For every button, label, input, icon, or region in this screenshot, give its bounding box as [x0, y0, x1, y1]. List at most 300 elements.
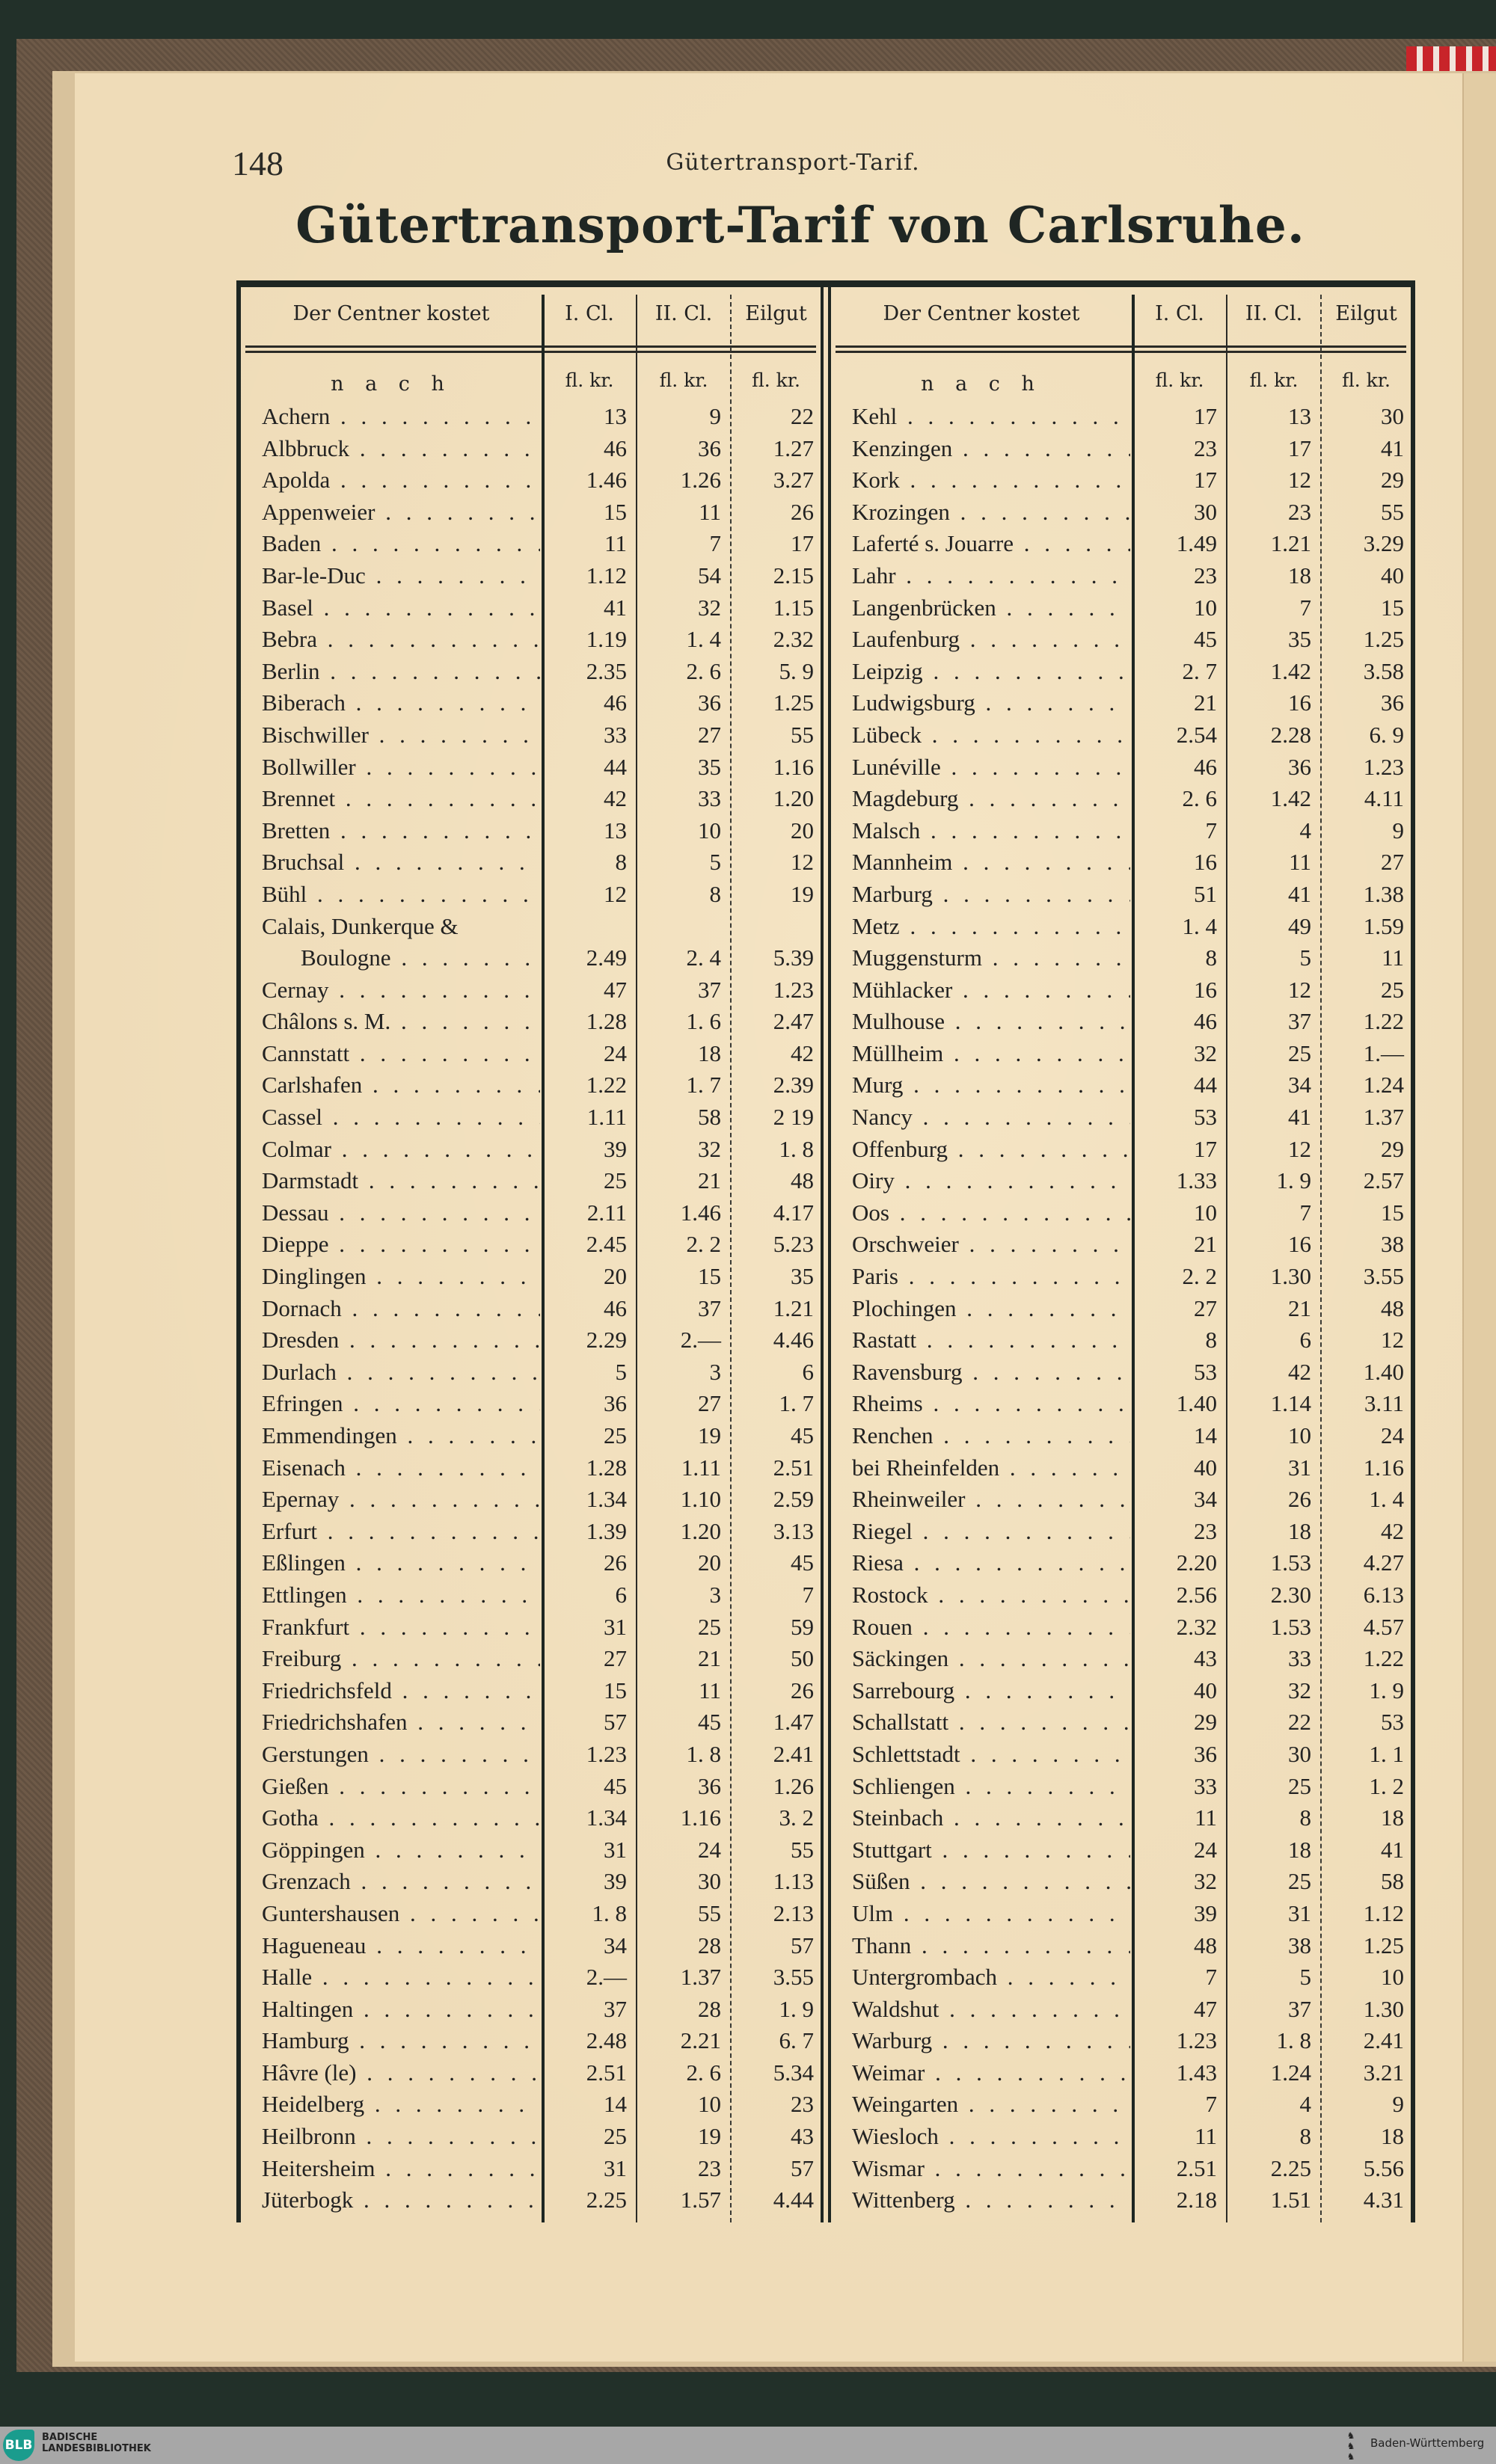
table-row	[831, 974, 1411, 1007]
destination-name: Schliengen . . .	[852, 1771, 1130, 1803]
table-row	[241, 1324, 821, 1357]
price-class1: 14	[1194, 1422, 1217, 1448]
price-class1: 2.45	[586, 1231, 627, 1258]
destination-name: Albbruck . . .	[262, 433, 540, 465]
price-class1: 2.51	[586, 2059, 627, 2086]
price-express: 1. 7	[779, 1390, 814, 1417]
price-express: 1.25	[1363, 626, 1404, 653]
price-class2: 37	[1288, 1995, 1311, 2022]
table-row	[241, 528, 821, 560]
price-class2: 30	[1288, 1740, 1311, 1767]
price-class1: 2.32	[1176, 1613, 1217, 1640]
price-class2: 35	[1288, 626, 1311, 653]
price-class1: 34	[1194, 1486, 1217, 1513]
price-class1: 46	[604, 1294, 627, 1321]
price-class1: 2.49	[586, 944, 627, 971]
table-row	[831, 497, 1411, 529]
price-class1: 2.29	[586, 1327, 627, 1354]
table-row	[241, 815, 821, 847]
destination-name: Hagueneau . . .	[262, 1930, 540, 1962]
table-row	[241, 1516, 821, 1548]
table-row	[241, 1006, 821, 1038]
price-class1: 31	[604, 2154, 627, 2181]
destination-name: Rastatt . . .	[852, 1324, 1130, 1357]
table-row	[241, 1197, 821, 1229]
price-express: 9	[1392, 817, 1404, 844]
table-row	[831, 1261, 1411, 1293]
price-class1: 11	[1195, 1804, 1217, 1831]
price-class1: 27	[1194, 1294, 1217, 1321]
price-class1: 40	[1194, 1677, 1217, 1703]
price-express: 50	[791, 1645, 814, 1672]
table-row	[241, 1866, 821, 1898]
price-class1: 5	[615, 1358, 627, 1385]
price-class2: 10	[698, 2091, 721, 2118]
destination-name: Epernay . . .	[262, 1484, 540, 1516]
price-class1: 1. 8	[592, 1899, 627, 1926]
price-class2: 1.16	[680, 1804, 721, 1831]
price-class2: 1.14	[1270, 1390, 1311, 1417]
price-class1: 2.11	[586, 1199, 627, 1226]
table-row	[241, 1771, 821, 1803]
table-row	[831, 2089, 1411, 2121]
price-class2: 32	[698, 594, 721, 621]
header-row	[831, 287, 1411, 341]
price-class1: 39	[604, 1868, 627, 1895]
table-row	[831, 1930, 1411, 1962]
price-class2: 11	[1289, 849, 1311, 876]
table-half-right	[831, 287, 1411, 2222]
price-class2: 30	[698, 1868, 721, 1895]
table-row	[831, 2025, 1411, 2057]
price-express: 48	[791, 1167, 814, 1194]
price-class2: 1.57	[680, 2187, 721, 2213]
destination-name: Apolda . . .	[262, 464, 540, 497]
price-express: 2.39	[773, 1072, 814, 1099]
destination-name: Müllheim . . .	[852, 1038, 1130, 1070]
destination-name: Oiry . . .	[852, 1165, 1130, 1197]
price-class2: 8	[709, 880, 721, 907]
price-express: 58	[1381, 1868, 1404, 1895]
price-class1: 48	[1194, 1932, 1217, 1958]
price-class2: 3	[709, 1358, 721, 1385]
price-class2: 21	[1288, 1294, 1311, 1321]
table-row	[831, 1420, 1411, 1452]
price-class1: 25	[604, 1167, 627, 1194]
price-class1: 53	[1194, 1104, 1217, 1131]
table-row	[831, 1516, 1411, 1548]
price-class2: 1. 6	[686, 1008, 721, 1035]
price-class2: 1. 8	[686, 1740, 721, 1767]
destination-name: Malsch . . .	[852, 815, 1130, 847]
price-class2: 2.—	[680, 1327, 721, 1354]
destination-name: Biberach . . .	[262, 687, 540, 719]
price-class2: 36	[1288, 753, 1311, 780]
table-row	[241, 879, 821, 911]
table-row	[831, 1898, 1411, 1930]
price-class1: 2. 6	[1182, 785, 1217, 812]
price-class1: 16	[1194, 849, 1217, 876]
destination-name: Jüterbogk . . .	[262, 2184, 540, 2216]
price-express: 2.41	[773, 1740, 814, 1767]
price-class2: 1. 4	[686, 626, 721, 653]
price-class1: 43	[1194, 1645, 1217, 1672]
table-row	[241, 1802, 821, 1834]
destination-name: Wittenberg . . .	[852, 2184, 1130, 2216]
table-row	[831, 560, 1411, 592]
destination-name: Rheims . . .	[852, 1388, 1130, 1420]
price-class1: 1.39	[586, 1517, 627, 1544]
destination-name: Riegel . . .	[852, 1516, 1130, 1548]
price-express: 45	[791, 1422, 814, 1448]
tariff-table	[236, 280, 1415, 2222]
destination-name: Baden . . .	[262, 528, 540, 560]
price-express: 1.38	[1363, 880, 1404, 907]
table-row	[831, 815, 1411, 847]
price-class1: 2.—	[586, 1964, 627, 1991]
price-class1: 23	[1194, 1517, 1217, 1544]
price-express: 4.46	[773, 1327, 814, 1354]
price-express: 1. 8	[779, 1135, 814, 1162]
price-class1: 46	[604, 434, 627, 461]
price-express: 1.22	[1363, 1008, 1404, 1035]
price-class1: 33	[1194, 1772, 1217, 1799]
table-row	[831, 1961, 1411, 1994]
price-class1: 10	[1194, 1199, 1217, 1226]
price-class1: 25	[604, 1422, 627, 1448]
price-express: 2 19	[773, 1104, 814, 1131]
price-express: 1.25	[1363, 1932, 1404, 1958]
destination-name: Wiesloch . . .	[852, 2121, 1130, 2153]
price-class1: 31	[604, 1613, 627, 1640]
price-class1: 7	[1205, 2091, 1217, 2118]
price-class1: 24	[1194, 1836, 1217, 1863]
price-express: 1.30	[1363, 1995, 1404, 2022]
table-row	[831, 1771, 1411, 1803]
price-express: 15	[1381, 594, 1404, 621]
table-row	[241, 1038, 821, 1070]
price-class2: 7	[1299, 1199, 1311, 1226]
table-row	[241, 1547, 821, 1579]
destination-name: Gießen . . .	[262, 1771, 540, 1803]
destination-name: Murg . . .	[852, 1069, 1130, 1102]
price-class1: 11	[604, 530, 627, 557]
destination-name: Lahr . . .	[852, 560, 1130, 592]
price-class1: 45	[1194, 626, 1217, 653]
destination-name: Cernay . . .	[262, 974, 540, 1007]
price-class2: 15	[698, 1263, 721, 1290]
destination-name: Kehl . . .	[852, 401, 1130, 433]
price-class2: 38	[1288, 1932, 1311, 1958]
table-row	[241, 1102, 821, 1134]
price-express: 3.27	[773, 467, 814, 494]
destination-name: Ravensburg . . .	[852, 1357, 1130, 1389]
table-row	[241, 1994, 821, 2026]
price-class2: 1.42	[1270, 657, 1311, 684]
price-class1: 16	[1194, 976, 1217, 1003]
unit-express: fl. kr.	[1342, 369, 1391, 391]
destination-name: Cannstatt . . .	[262, 1038, 540, 1070]
price-class1: 17	[1194, 403, 1217, 429]
destination-name: Bischwiller . . .	[262, 719, 540, 752]
price-class1: 46	[1194, 753, 1217, 780]
destination-name: Kork . . .	[852, 464, 1130, 497]
table-row	[241, 1675, 821, 1707]
price-express: 1.37	[1363, 1104, 1404, 1131]
price-express: 7	[802, 1581, 814, 1608]
header-name: Der Centner kostet	[883, 302, 1080, 325]
destination-name: Carlshafen . . .	[262, 1069, 540, 1102]
library-name-line1: BADISCHE	[42, 2432, 98, 2443]
destination-name: Waldshut . . .	[852, 1994, 1130, 2026]
price-class2: 54	[698, 562, 721, 589]
price-class2: 18	[1288, 1836, 1311, 1863]
price-express: 5.23	[773, 1231, 814, 1258]
table-row	[241, 1069, 821, 1102]
price-express: 1.—	[1363, 1039, 1404, 1066]
table-row	[831, 942, 1411, 974]
header-class1: I. Cl.	[565, 302, 614, 325]
destination-name: Bebra . . .	[262, 624, 540, 656]
destination-name: Ludwigsburg . . .	[852, 687, 1130, 719]
price-class2: 34	[1288, 1072, 1311, 1099]
price-class2: 17	[1288, 434, 1311, 461]
price-express: 53	[1381, 1709, 1404, 1736]
table-row	[241, 1612, 821, 1644]
unit-class2: fl. kr.	[659, 369, 708, 391]
price-express: 19	[791, 880, 814, 907]
price-express: 6. 7	[779, 2027, 814, 2054]
destination-name: Wismar . . .	[852, 2153, 1130, 2185]
price-class1: 8	[1205, 1327, 1217, 1354]
price-class2: 1.21	[1270, 530, 1311, 557]
price-class1: 44	[1194, 1072, 1217, 1099]
price-class1: 2.25	[586, 2187, 627, 2213]
table-row	[241, 592, 821, 624]
header-express: Eilgut	[1335, 302, 1397, 325]
destination-name: Dresden . . .	[262, 1324, 540, 1357]
price-express: 55	[791, 1836, 814, 1863]
table-row	[831, 911, 1411, 943]
price-express: 3. 2	[779, 1804, 814, 1831]
price-class2: 2. 2	[686, 1231, 721, 1258]
table-row	[241, 687, 821, 719]
price-class2: 9	[709, 403, 721, 429]
destination-name: Weimar . . .	[852, 2057, 1130, 2089]
price-class1: 2.54	[1176, 721, 1217, 748]
table-half-left	[241, 287, 821, 2222]
table-row	[241, 1165, 821, 1197]
destination-name: Warburg . . .	[852, 2025, 1130, 2057]
price-class2: 3	[709, 1581, 721, 1608]
price-express: 2.15	[773, 562, 814, 589]
table-row	[241, 1388, 821, 1420]
price-express: 15	[1381, 1199, 1404, 1226]
library-name[interactable]	[42, 2432, 151, 2454]
price-express: 1. 1	[1369, 1740, 1404, 1767]
destination-name: Kenzingen . . .	[852, 433, 1130, 465]
price-class2: 24	[698, 1836, 721, 1863]
price-class2: 25	[698, 1613, 721, 1640]
destination-name: Metz . . .	[852, 911, 1130, 943]
price-class1: 42	[604, 785, 627, 812]
table-row	[831, 1102, 1411, 1134]
destination-name: Thann . . .	[852, 1930, 1130, 1962]
table-row	[831, 1324, 1411, 1357]
destination-name: Mühlacker . . .	[852, 974, 1130, 1007]
price-class2: 12	[1288, 467, 1311, 494]
price-class1: 1.19	[586, 626, 627, 653]
state-name[interactable]: Baden-Württemberg	[1370, 2436, 1485, 2450]
header-row	[241, 287, 821, 341]
price-class1: 2.18	[1176, 2187, 1217, 2213]
price-class1: 20	[604, 1263, 627, 1290]
table-row	[831, 687, 1411, 719]
price-class1: 1. 4	[1182, 912, 1217, 939]
price-express: 59	[791, 1613, 814, 1640]
price-class1: 40	[1194, 1454, 1217, 1481]
destination-name: Gerstungen . . .	[262, 1739, 540, 1771]
price-class1: 44	[604, 753, 627, 780]
price-class1: 57	[604, 1709, 627, 1736]
destination-name: Renchen . . .	[852, 1420, 1130, 1452]
footer-bar	[0, 2427, 1496, 2464]
table-row	[241, 1643, 821, 1675]
price-class1: 13	[604, 817, 627, 844]
price-class1: 1.12	[586, 562, 627, 589]
price-class2: 5	[1299, 1964, 1311, 1991]
table-row	[241, 1706, 821, 1739]
table-row	[831, 433, 1411, 465]
table-row	[831, 464, 1411, 497]
price-express: 57	[791, 2154, 814, 2181]
destination-name: Muggensturm . . .	[852, 942, 1130, 974]
price-class1: 17	[1194, 1135, 1217, 1162]
table-row	[831, 719, 1411, 752]
price-class1: 46	[1194, 1008, 1217, 1035]
price-express: 18	[1381, 2123, 1404, 2150]
price-express: 38	[1381, 1231, 1404, 1258]
price-class2: 4	[1299, 817, 1311, 844]
price-class1: 2. 7	[1182, 657, 1217, 684]
table-row	[831, 592, 1411, 624]
price-class1: 11	[1195, 2123, 1217, 2150]
price-class2: 21	[698, 1167, 721, 1194]
table-row	[831, 879, 1411, 911]
table-row	[831, 1612, 1411, 1644]
price-express: 1.20	[773, 785, 814, 812]
destination-name: Efringen . . .	[262, 1388, 540, 1420]
destination-name: Grenzach . . .	[262, 1866, 540, 1898]
blb-logo-icon[interactable]: BLB	[3, 2430, 34, 2461]
price-express: 2.13	[773, 1899, 814, 1926]
price-class2: 49	[1288, 912, 1311, 939]
destination-name: Mannheim . . .	[852, 847, 1130, 879]
price-express: 23	[791, 2091, 814, 2118]
header-class2: II. Cl.	[1245, 302, 1303, 325]
table-row	[241, 464, 821, 497]
destination-name: Stuttgart . . .	[852, 1834, 1130, 1867]
price-express: 55	[1381, 498, 1404, 525]
destination-name: Freiburg . . .	[262, 1643, 540, 1675]
price-class1: 46	[604, 689, 627, 716]
price-class1: 47	[604, 976, 627, 1003]
price-class2: 1.20	[680, 1517, 721, 1544]
price-express: 57	[791, 1932, 814, 1958]
price-express: 27	[1381, 849, 1404, 876]
header-class1: I. Cl.	[1155, 302, 1204, 325]
destination-name: Steinbach . . .	[852, 1802, 1130, 1834]
destination-name: Cassel . . .	[262, 1102, 540, 1134]
price-class2: 18	[698, 1039, 721, 1066]
price-express: 1.16	[773, 753, 814, 780]
price-class2: 33	[1288, 1645, 1311, 1672]
price-class1: 1.40	[1176, 1390, 1217, 1417]
price-class1: 1.23	[1176, 2027, 1217, 2054]
price-class1: 45	[604, 1772, 627, 1799]
destination-name: Brennet . . .	[262, 783, 540, 815]
unit-class1: fl. kr.	[565, 369, 614, 391]
price-class2: 12	[1288, 1135, 1311, 1162]
price-express: 3.21	[1363, 2059, 1404, 2086]
table-row	[831, 1706, 1411, 1739]
price-express: 5.34	[773, 2059, 814, 2086]
price-class1: 37	[604, 1995, 627, 2022]
price-express: 48	[1381, 1294, 1404, 1321]
price-class1: 10	[1194, 594, 1217, 621]
destination-name: Krozingen . . .	[852, 497, 1130, 529]
price-class2: 32	[698, 1135, 721, 1162]
price-class2: 1.26	[680, 467, 721, 494]
destination-name: Marburg . . .	[852, 879, 1130, 911]
destination-name: Schallstatt . . .	[852, 1706, 1130, 1739]
price-express: 1.27	[773, 434, 814, 461]
price-express: 1.21	[773, 1294, 814, 1321]
destination-name: Dornach . . .	[262, 1293, 540, 1325]
price-express: 3.55	[773, 1964, 814, 1991]
price-class2: 25	[1288, 1039, 1311, 1066]
price-express: 1. 9	[1369, 1677, 1404, 1703]
table-row	[241, 1930, 821, 1962]
price-class1: 47	[1194, 1995, 1217, 2022]
destination-name: Untergrombach . . .	[852, 1961, 1130, 1994]
destination-name: Heilbronn . . .	[262, 2121, 540, 2153]
destination-name: Friedrichsfeld . . .	[262, 1675, 540, 1707]
table-row	[831, 401, 1411, 433]
price-class2: 1.53	[1270, 1613, 1311, 1640]
table-row	[831, 1866, 1411, 1898]
price-express: 2.41	[1363, 2027, 1404, 2054]
price-class1: 1.34	[586, 1486, 627, 1513]
price-class1: 1.23	[586, 1740, 627, 1767]
price-express: 1.40	[1363, 1358, 1404, 1385]
price-class1: 15	[604, 498, 627, 525]
price-class2: 8	[1299, 1804, 1311, 1831]
price-express: 1.13	[773, 1868, 814, 1895]
price-class2: 11	[699, 1677, 721, 1703]
price-class1: 29	[1194, 1709, 1217, 1736]
price-class2: 2.25	[1270, 2154, 1311, 2181]
price-express: 6	[802, 1358, 814, 1385]
price-express: 29	[1381, 467, 1404, 494]
table-row	[241, 1293, 821, 1325]
destination-name: Säckingen . . .	[852, 1643, 1130, 1675]
destination-name: Süßen . . .	[852, 1866, 1130, 1898]
price-class1: 1.34	[586, 1804, 627, 1831]
table-row	[241, 752, 821, 784]
destination-name: Rheinweiler . . .	[852, 1484, 1130, 1516]
center-double-rule	[821, 287, 831, 2222]
